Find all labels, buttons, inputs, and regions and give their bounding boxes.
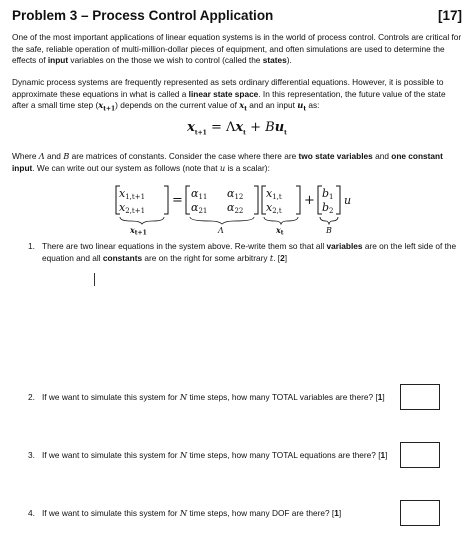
problem-header <box>12 8 462 28</box>
question-3-answer-box[interactable] <box>400 442 440 468</box>
b1: b1 <box>322 187 334 201</box>
a11: α11 <box>191 187 208 201</box>
term-one-constant-input: one constant input <box>12 151 443 173</box>
xc2: x2,t <box>266 201 282 215</box>
question-3-number: 3. <box>28 450 35 460</box>
label-x-t-plus-1: xt+1 <box>130 225 147 235</box>
xc1: x1,t <box>266 187 282 201</box>
problem-title: Problem 3 – Process Control Application <box>12 8 274 23</box>
state-space-equation: $x_{t+1} = \Lambda x_t + Bu_t$ <box>187 120 287 137</box>
label-x-t: xt <box>276 225 284 235</box>
label-b: B <box>326 226 332 235</box>
question-4-text: If we want to simulate this system for N time steps, how many DOF are there? [1] <box>42 508 342 518</box>
label-lambda: Λ <box>218 226 224 235</box>
matrix-equation <box>0 183 474 235</box>
question-2-answer-box[interactable] <box>400 384 440 410</box>
question-1-number: 1. <box>28 241 35 251</box>
b2: b2 <box>322 201 334 215</box>
question-4-number: 4. <box>28 508 35 518</box>
question-2-text: If we want to simulate this system for N time steps, how many TOTAL variables are there? [1] <box>42 392 385 402</box>
question-4-answer-box[interactable] <box>400 500 440 526</box>
intro-paragraph-3: Where Λ and B are matrices of constants. Consider the case where there are two state variables and one constant input. We can write out our system as follows (note that u is a scalar): <box>12 151 443 173</box>
term-states: states <box>262 55 287 66</box>
u-scalar: u <box>344 194 352 207</box>
question-1-text: There are two linear equations in the system above. Re-write them so that all variables are on the left side of the equation and all constants are on the right for some arbitrary t. [2] <box>42 241 457 263</box>
question-3-text: If we want to simulate this system for N time steps, how many TOTAL equations are there? [1] <box>42 450 388 460</box>
term-linear-state-space: linear state space <box>188 88 259 99</box>
problem-marks: [17] <box>437 8 462 23</box>
intro-paragraph-2: Dynamic process systems are frequently represented as sets ordinary differential equations. However, it is possible to approximate these equations in what is called a linear state space. In this representation, the future value of the state after a small time step $(x_{t+1})$ depends on the current value of $x_t$ and an input $u_t$ as: <box>12 77 446 113</box>
text-cursor[interactable] <box>94 273 95 286</box>
lhs-x1: x1,t+1 <box>119 187 146 201</box>
term-two-state-variables: two state variables <box>298 151 373 161</box>
a12: α12 <box>227 187 244 201</box>
lhs-x2: x2,t+1 <box>119 201 146 215</box>
question-2-number: 2. <box>28 392 35 402</box>
equals-sign: = <box>172 193 183 208</box>
a22: α22 <box>227 201 244 215</box>
plus-sign: + <box>304 193 315 208</box>
intro-paragraph-1: One of the most important applications of linear equation systems is in the world of process control. Controls are critical for the safe, reliable operation of multi-million-dollar pieces of equipment, and often simulations are used to determine the effects of input variables on the those we wish to control (called the states). <box>12 32 462 66</box>
term-input: input <box>47 55 69 66</box>
a21: α21 <box>191 201 208 215</box>
